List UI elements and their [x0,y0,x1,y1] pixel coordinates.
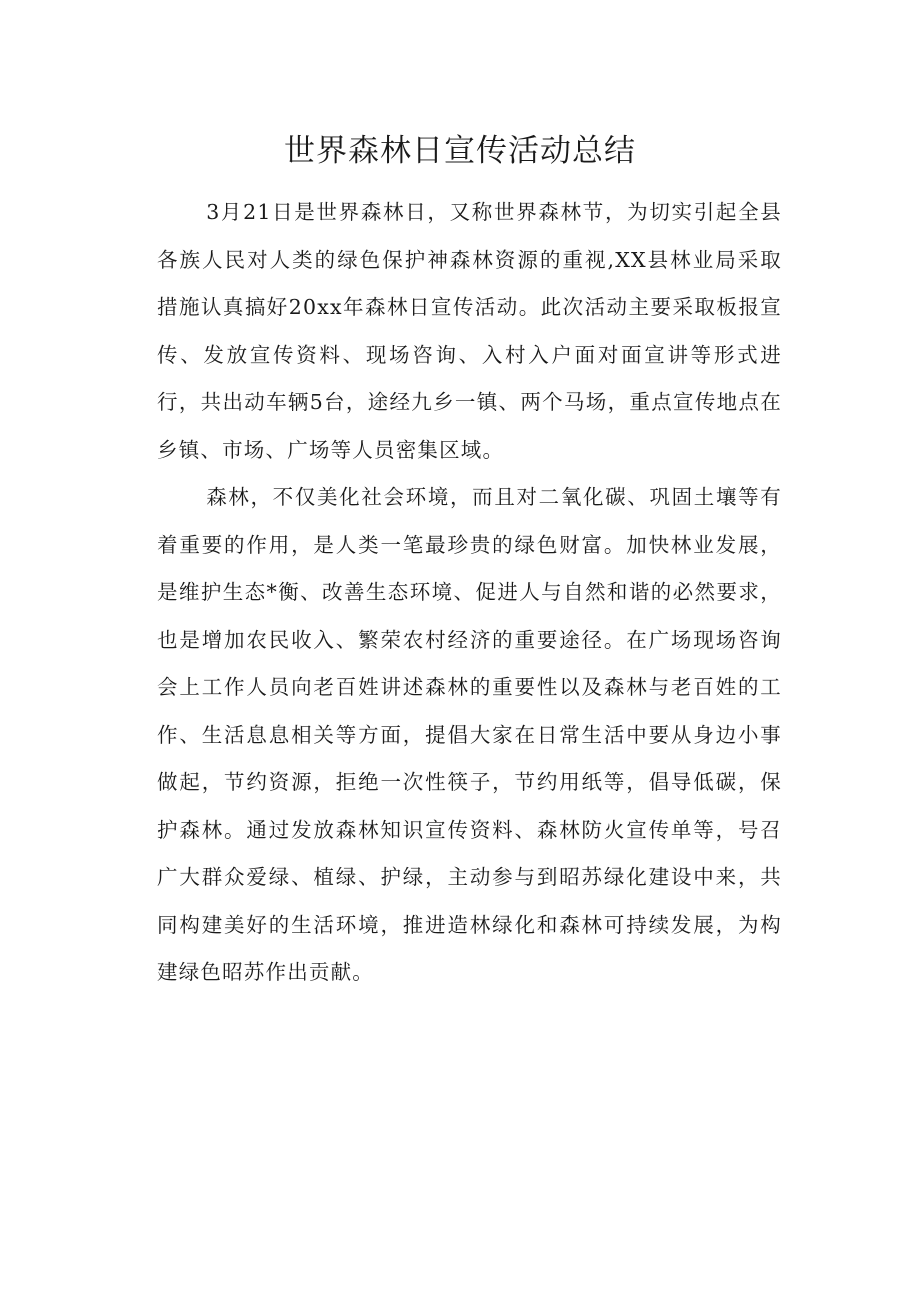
paragraph-intro: 3月21日是世界森林日，又称世界森林节，为切实引起全县各族人民对人类的绿色保护神森林资源的重视,XX县林业局采取措施认真搞好20xx年森林日宣传活动。此次活动主要采取板报宣传、发放宣传资料、现场咨询、入村入户面对面宣讲等形式进行，共出动车辆5台，途经九乡一镇、两个马场，重点宣传地点在乡镇、市场、广场等人员密集区域。 [157,200,782,462]
document-title: 世界森林日宣传活动总结 [284,133,636,169]
document-body [157,189,782,997]
paragraph-forest-importance: 森林，不仅美化社会环境，而且对二氧化碳、巩固土壤等有着重要的作用，是人类一笔最珍贵的绿色财富。加快林业发展，是维护生态*衡、改善生态环境、促进人与自然和谐的必然要求，也是增加农民收入、繁荣农村经济的重要途径。在广场现场咨询会上工作人员向老百姓讲述森林的重要性以及森林与老百姓的工作、生活息息相关等方面，提倡大家在日常生活中要从身边小事做起，节约资源，拒绝一次性筷子，节约用纸等，倡导低碳，保护森林。通过发放森林知识宣传资料、森林防火宣传单等，号召广大群众爱绿、植绿、护绿，主动参与到昭苏绿化建设中来，共同构建美好的生活环境，推进造林绿化和森林可持续发展，为构建绿色昭苏作出贡献。 [157,485,782,984]
